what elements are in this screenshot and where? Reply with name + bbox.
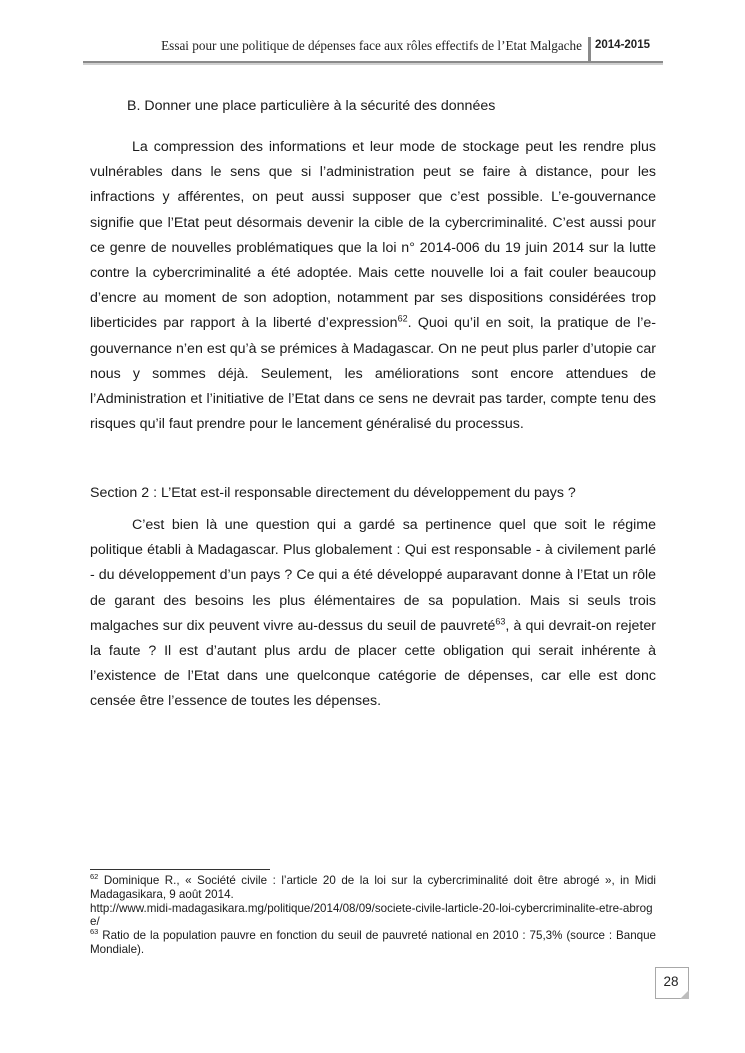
footnote-text: Dominique R., « Société civile : l’article 20 de la loi sur la cybercriminalité doit être abrogé », in Midi Madagasikara, 9 août 2014. [90, 874, 656, 901]
paragraph [90, 135, 656, 437]
page-curl-icon [680, 990, 689, 999]
paragraph-text: , à qui devrait-on rejeter la faute ? Il est d’autant plus ardu de placer cette obligation qui serait inhérente à l’existence de l’Etat dans une quelconque catégorie de dépenses, car elle est donc censée être l’essence de toutes les dépenses. [90, 617, 656, 710]
footnote-number: 63 [90, 927, 99, 937]
footnote-text: Ratio de la population pauvre en fonction du seuil de pauvreté national en 2010 : 75,3% (source : Banque Mondiale). [90, 929, 656, 956]
header-year: 2014-2015 [595, 39, 650, 51]
paragraph [90, 513, 656, 715]
paragraph-text: La compression des informations et leur mode de stockage peut les rendre plus vulnérables dans le sens que si l’administration peut se faire à distance, pour les infractions y afférentes, on peut aussi supposer que c’est possible. L’e-gouvernance signifie que l’Etat peut désormais devenir la cible de la cybercriminalité. C’est aussi pour ce genre de nouvelles problématiques que la loi n° 2014-006 du 19 juin 2014 sur la lutte contre la cybercriminalité a été adoptée. Mais cette nouvelle loi a fait couler beaucoup d’encre au moment de son adoption, notamment par ses dispositions considérées trop liberticides par rapport à la liberté d’expression [90, 139, 656, 332]
footnote [90, 929, 656, 957]
paragraph-text: . Quoi qu’il en soit, la pratique de l’e-gouvernance n’en est qu’à se prémices à Madagascar. On ne peut plus parler d’utopie car nous y sommes déjà. Seulement, les améliorations sont encore attendues de l’Administration et l’initiative de l’Etat dans ce sens ne devrait pas tarder, compte tenu des risques qu’il faut prendre pour le lancement généralisé du processus. [90, 315, 657, 433]
header-separator [588, 37, 591, 61]
page-number-box [655, 967, 689, 999]
page-header [83, 31, 663, 63]
section-paragraph [90, 513, 656, 715]
header-title: Essai pour une politique de dépenses face aux rôles effectifs de l’Etat Malgache [161, 38, 582, 53]
footnotes [90, 874, 656, 957]
paragraph-text: C’est bien là une question qui a gardé sa pertinence quel que soit le régime politique établi à Madagascar. Plus globalement : Qui est responsable - à civilement parlé - du développement d’un pays ? Ce qui a été développé auparavant donne à l’Etat un rôle de garant des besoins les plus élémentaires de sa population. Mais si seuls trois malgaches sur dix peuvent vivre au-dessus du seuil de pauvreté [90, 517, 656, 634]
page-number: 28 [663, 974, 679, 989]
subsection-paragraph [90, 135, 656, 437]
footnote-link[interactable]: http://www.midi-madagasikara.mg/politique/2014/08/09/societe-civile-larticle-20-loi-cybercriminalite-etre-abroge/ [90, 901, 653, 929]
footnote-ref[interactable]: 63 [495, 616, 506, 627]
subsection-heading: B. Donner une place particulière à la sécurité des données [127, 98, 496, 114]
footnote-separator [90, 869, 270, 870]
footnote-number: 62 [90, 872, 99, 882]
footnote-ref[interactable]: 62 [397, 313, 408, 324]
section-heading: Section 2 : L’Etat est-il responsable directement du développement du pays ? [90, 485, 576, 501]
footnote [90, 874, 656, 902]
